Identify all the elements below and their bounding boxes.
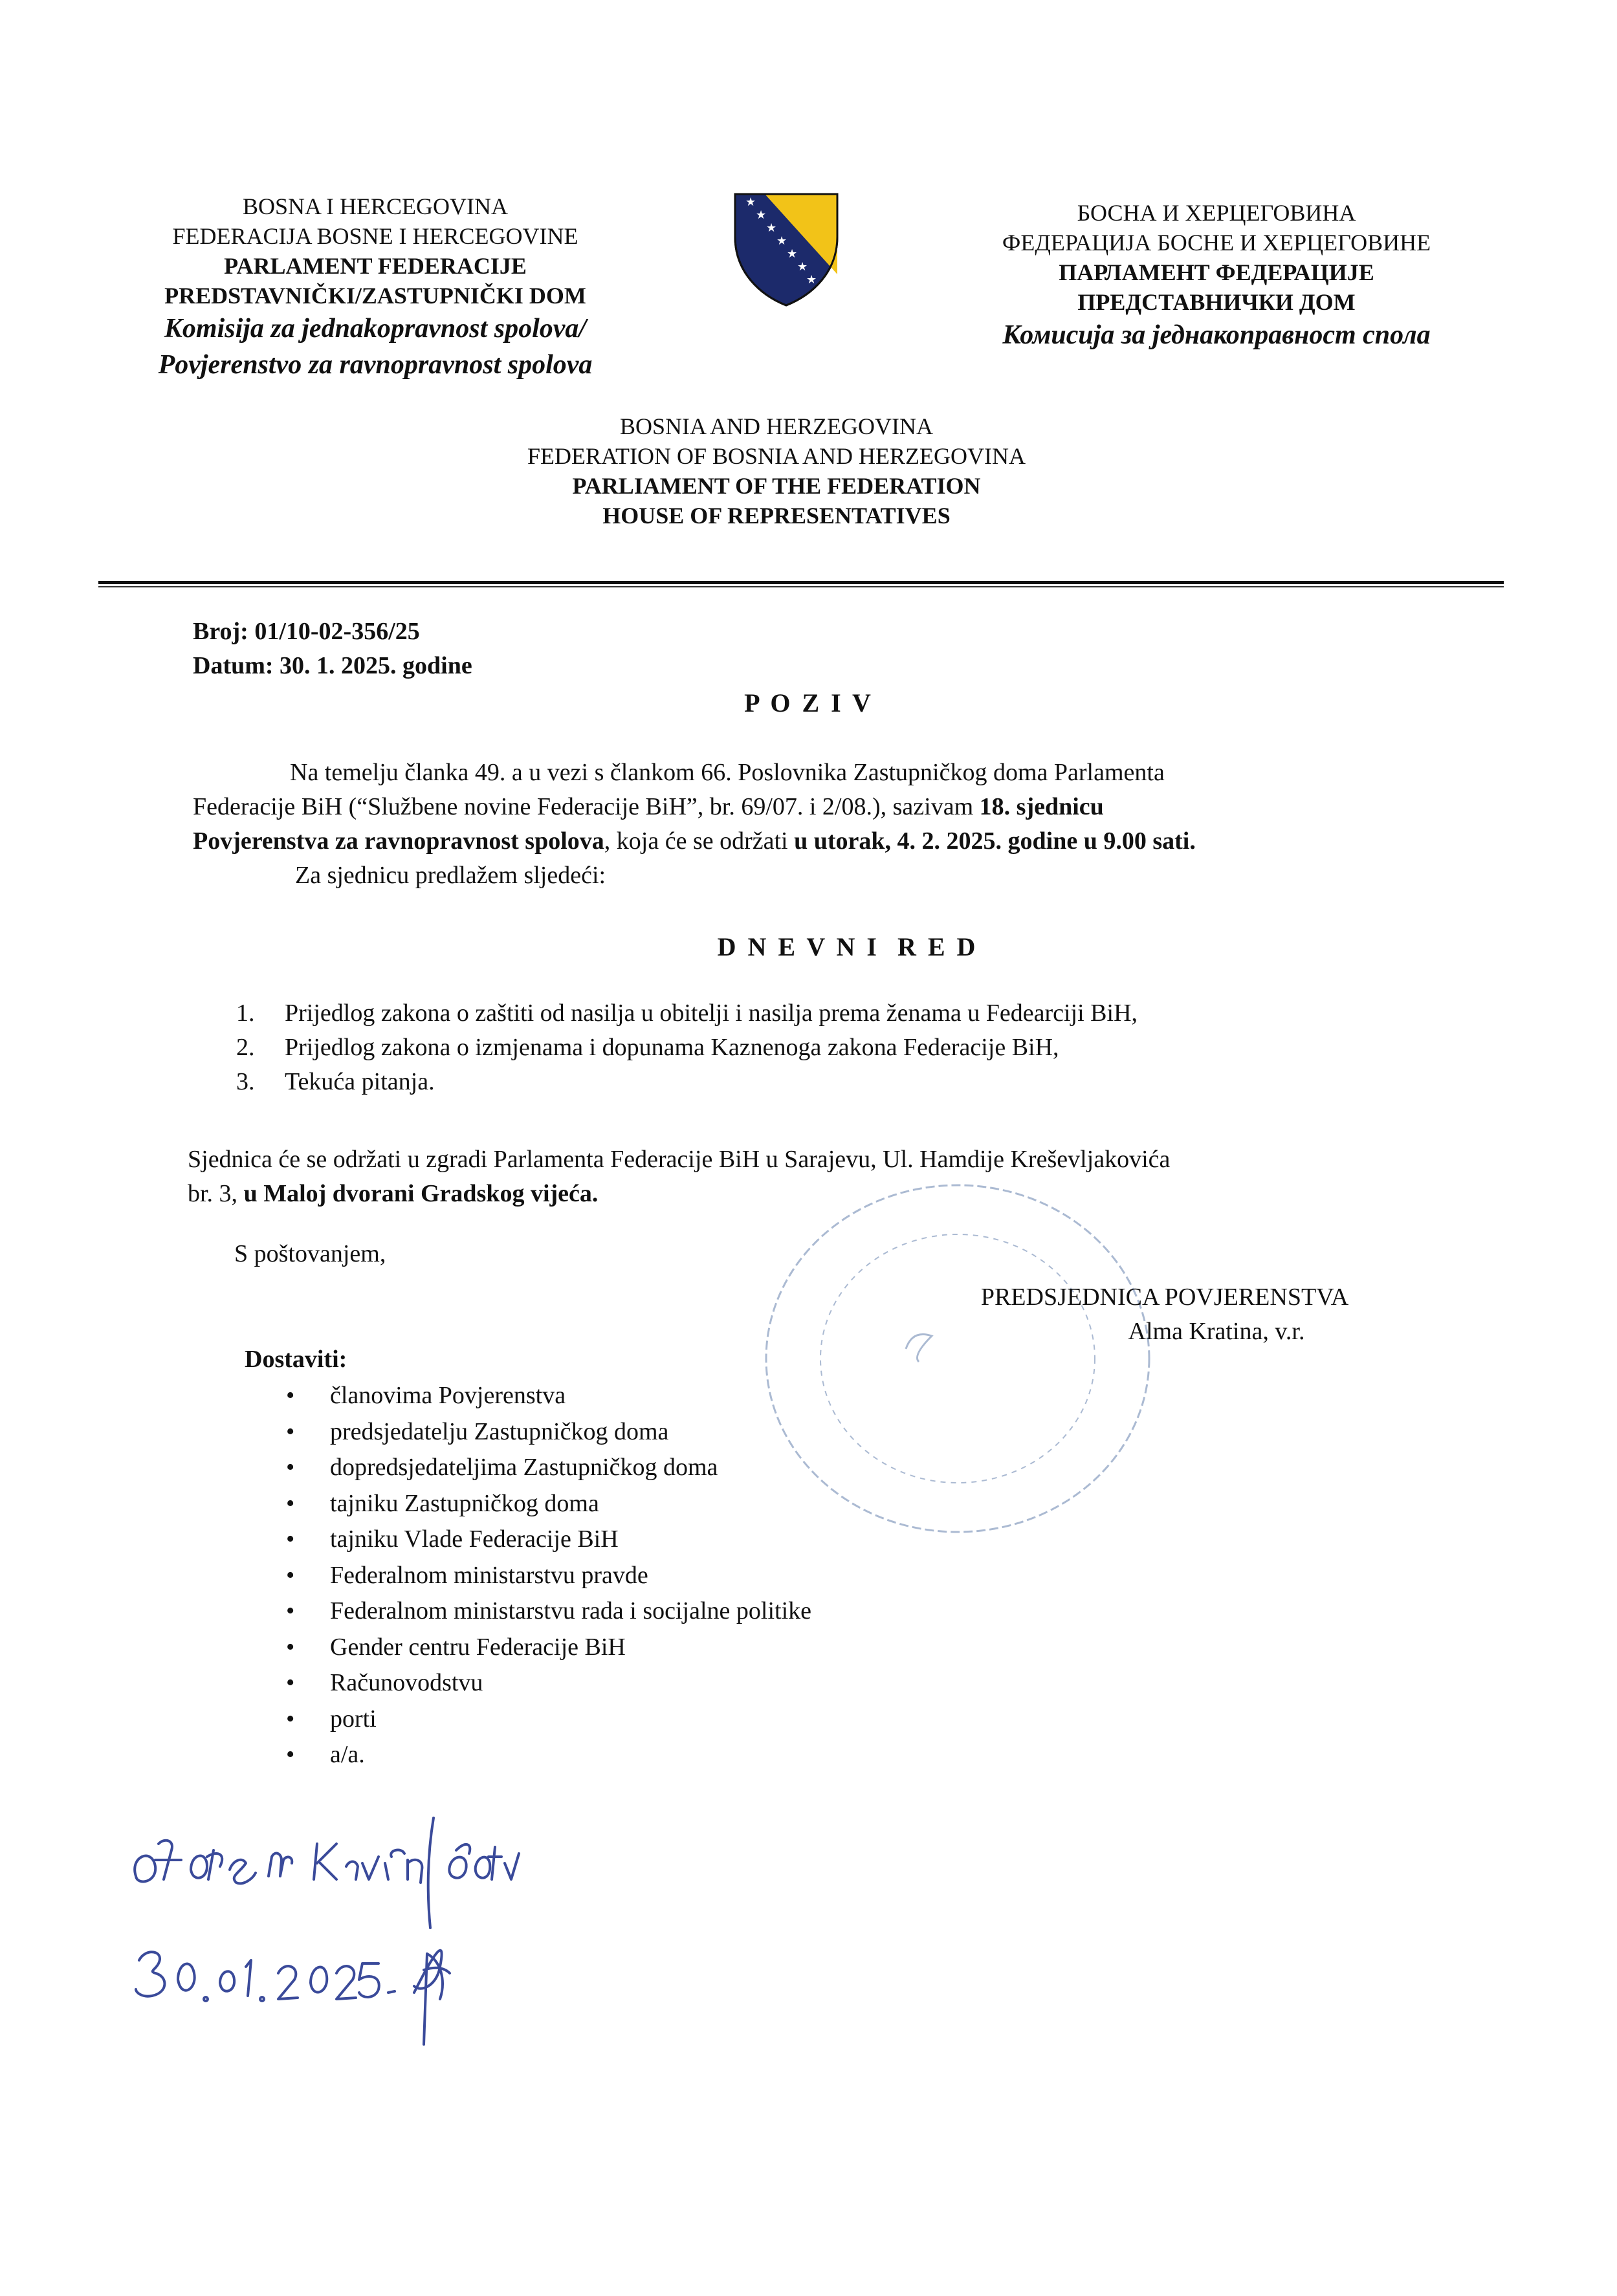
header-left-parliament: PARLAMENT FEDERACIJE (224, 253, 527, 279)
agenda-item (236, 1065, 1401, 1099)
distribution-title: Dostaviti: (245, 1346, 347, 1373)
handwritten-note (123, 1805, 576, 2051)
header-left-federation: FEDERACIJA BOSNE I HERCEGOVINE (172, 223, 578, 249)
session-datetime: u utorak, 4. 2. 2025. godine u 9.00 sati. (794, 827, 1196, 855)
location-line-2-text: br. 3, (188, 1180, 244, 1207)
header-center (421, 411, 1132, 530)
agenda-item (236, 1031, 1401, 1065)
distribution-list (330, 1378, 1106, 1773)
header-right-commission: Комисија за једнакоправност спола (1002, 320, 1431, 350)
header-center-parliament: PARLIAMENT OF THE FEDERATION (572, 473, 981, 499)
agenda-item (236, 996, 1401, 1031)
svg-text:★: ★ (766, 221, 777, 234)
header-left-house: PREDSTAVNIČKI/ZASTUPNIČKI DOM (164, 283, 586, 309)
coat-of-arms-icon (731, 191, 841, 308)
agenda-list (236, 996, 1401, 1099)
signature-block (932, 1280, 1398, 1349)
header-center-country: BOSNIA AND HERZEGOVINA (620, 413, 933, 439)
reference-date: Datum: 30. 1. 2025. godine (193, 652, 472, 679)
header-right-house: ПРЕДСТАВНИЧКИ ДОМ (1077, 289, 1356, 315)
agenda-item-text: Prijedlog zakona o zaštiti od nasilja u obitelji i nasilja prema ženama u Fedearciji BiH, (285, 1000, 1138, 1027)
handwriting-signature-icon (123, 1805, 576, 2051)
commission-name: Povjerenstva za ravnopravnost spolova (193, 827, 604, 855)
svg-text:★: ★ (806, 273, 817, 286)
intro-line-3-text: , koja će se održati (604, 827, 795, 855)
agenda-item-text: Prijedlog zakona o izmjenama i dopunama Kaznenoga zakona Federacije BiH, (285, 1034, 1059, 1061)
list-item: • tajniku Zastupničkog doma (330, 1486, 1106, 1522)
reference-number: Broj: 01/10-02-356/25 (193, 618, 420, 645)
document-title: P O Z I V (744, 688, 874, 717)
list-item: • tajniku Vlade Federacije BiH (330, 1522, 1106, 1558)
header-center-federation: FEDERATION OF BOSNIA AND HERZEGOVINA (527, 443, 1026, 469)
header-center-house: HOUSE OF REPRESENTATIVES (602, 503, 951, 529)
svg-text:★: ★ (776, 234, 787, 247)
closing-salutation: S poštovanjem, (234, 1240, 386, 1267)
list-item: • porti (330, 1701, 1106, 1738)
location-hall: u Maloj dvorani Gradskog vijeća. (243, 1180, 599, 1207)
intro-proposal: Za sjednicu predlažem sljedeći: (295, 862, 606, 889)
header-left (110, 191, 641, 383)
intro-line-3 (193, 824, 1455, 858)
list-item: • dopredsjedateljima Zastupničkog doma (330, 1450, 1106, 1486)
list-item: • Gender centru Federacije BiH (330, 1630, 1106, 1666)
list-item: • Federalnom ministarstvu rada i socijalne politike (330, 1593, 1106, 1630)
header-left-country: BOSNA I HERCEGOVINA (242, 193, 508, 219)
agenda-item-number: 2. (236, 1034, 255, 1061)
intro-paragraph (193, 756, 1455, 893)
agenda-item-text: Tekuća pitanja. (285, 1068, 435, 1095)
header-right-country: БОСНА И ХЕРЦЕГОВИНА (1077, 200, 1356, 226)
header-right-federation: ФЕДЕРАЦИЈА БОСНЕ И ХЕРЦЕГОВИНЕ (1002, 230, 1431, 256)
intro-line-1: Na temelju članka 49. a u vezi s člankom 66. Poslovnika Zastupničkog doma Parlamenta (290, 759, 1165, 786)
session-number: 18. sjednicu (979, 793, 1104, 820)
svg-text:★: ★ (756, 208, 767, 221)
agenda-title: D N E V N I R E D (717, 932, 978, 961)
svg-text:★: ★ (787, 247, 798, 260)
header-right (919, 198, 1514, 353)
reference-block (193, 615, 472, 683)
intro-line-2 (193, 790, 1455, 824)
coat-of-arms-emblem (731, 191, 841, 308)
signature-name: Alma Kratina, v.r. (1128, 1318, 1305, 1345)
list-item: • Računovodstvu (330, 1665, 1106, 1701)
list-item: • članovima Povjerenstva (330, 1378, 1106, 1414)
location-line-1: Sjednica će se održati u zgradi Parlamenta Federacije BiH u Sarajevu, Ul. Hamdije Kreševljakovića (188, 1146, 1171, 1173)
signature-title: PREDSJEDNICA POVJERENSTVA (980, 1284, 1349, 1311)
list-item: • Federalnom ministarstvu pravde (330, 1558, 1106, 1594)
list-item: • a/a. (330, 1737, 1106, 1773)
intro-line-2-text: Federacije BiH (“Službene novine Federacije BiH”, br. 69/07. i 2/08.), sazivam (193, 793, 980, 820)
header-left-commission: Komisija za jednakopravnost spolova/ (164, 314, 587, 344)
svg-text:★: ★ (797, 260, 808, 273)
header-divider-thin (98, 586, 1504, 587)
agenda-item-number: 3. (236, 1068, 255, 1095)
agenda-item-number: 1. (236, 1000, 255, 1027)
header-divider (98, 581, 1504, 584)
svg-text:★: ★ (745, 195, 756, 208)
header-left-commission-2: Povjerenstvo za ravnopravnost spolova (158, 350, 593, 380)
list-item: • predsjedatelju Zastupničkog doma (330, 1414, 1106, 1450)
header-right-parliament: ПАРЛАМЕНТ ФЕДЕРАЦИЈЕ (1059, 259, 1374, 285)
